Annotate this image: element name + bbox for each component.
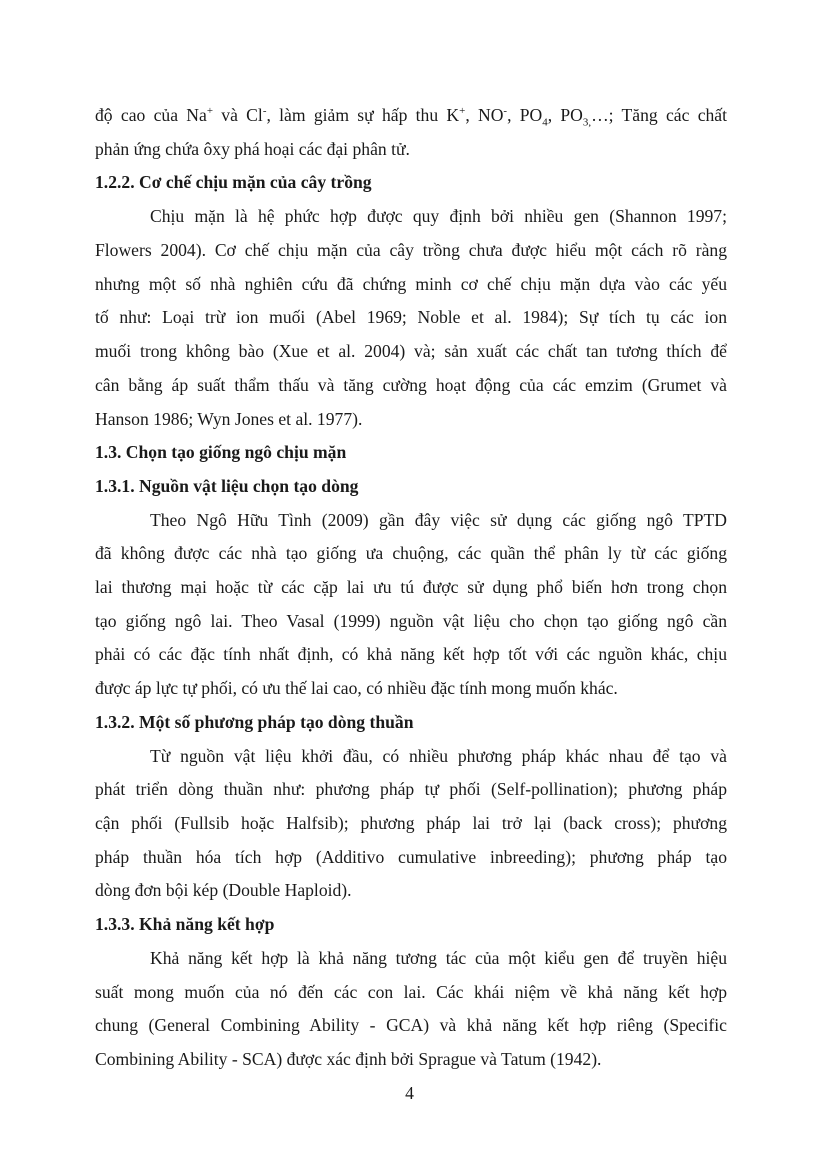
paragraph-line: pháp thuần hóa tích hợp (Additivo cumulative inbreeding); phương pháp tạo <box>95 847 727 867</box>
paragraph-line: tạo giống ngô lai. Theo Vasal (1999) nguồn vật liệu cho chọn tạo giống ngô cần <box>95 611 727 631</box>
section-heading: 1.2.2. Cơ chế chịu mặn của cây trồng <box>95 172 372 192</box>
paragraph-line: tố như: Loại trừ ion muối (Abel 1969; Noble et al. 1984); Sự tích tụ các ion <box>95 307 727 327</box>
paragraph-line: phải có các đặc tính nhất định, có khả năng kết hợp tốt với các nguồn khác, chịu <box>95 644 727 664</box>
paragraph-line: dòng đơn bội kép (Double Haploid). <box>95 880 352 900</box>
section-heading: 1.3. Chọn tạo giống ngô chịu mặn <box>95 442 347 462</box>
paragraph-line: Hanson 1986; Wyn Jones et al. 1977). <box>95 409 363 429</box>
paragraph-line: được áp lực tự phối, có ưu thế lai cao, có nhiều đặc tính mong muốn khác. <box>95 678 618 698</box>
section-heading: 1.3.3. Khả năng kết hợp <box>95 914 275 934</box>
section-heading: 1.3.2. Một số phương pháp tạo dòng thuần <box>95 712 414 732</box>
paragraph-line: suất mong muốn của nó đến các con lai. Các khái niệm về khả năng kết hợp <box>95 982 727 1002</box>
paragraph-line: Flowers 2004). Cơ chế chịu mặn của cây trồng chưa được hiểu một cách rõ ràng <box>95 240 727 260</box>
paragraph-line: chung (General Combining Ability - GCA) và khả năng kết hợp riêng (Specific <box>95 1015 727 1035</box>
paragraph-line: Khả năng kết hợp là khả năng tương tác của một kiểu gen để truyền hiệu <box>150 948 727 968</box>
paragraph-line: phản ứng chứa ôxy phá hoại các đại phân tử. <box>95 139 410 159</box>
paragraph-line: cân bằng áp suất thẩm thấu và tăng cường hoạt động của các emzim (Grumet và <box>95 375 727 395</box>
paragraph-line: độ cao của Na+ và Cl-, làm giảm sự hấp thu K+, NO-, $PO_4$, $PO_{3,}\dots$; Tăng các chất <box>95 105 727 129</box>
page-number: 4 <box>405 1083 414 1103</box>
paragraph-line: Combining Ability - SCA) được xác định bởi Sprague và Tatum (1942). <box>95 1049 602 1069</box>
paragraph-line: cận phối (Fullsib hoặc Halfsib); phương pháp lai trở lại (back cross); phương <box>95 813 727 833</box>
paragraph-line: nhưng một số nhà nghiên cứu đã chứng minh cơ chế chịu mặn dựa vào các yếu <box>95 274 727 294</box>
paragraph-line: Theo Ngô Hữu Tình (2009) gần đây việc sử dụng các giống ngô TPTD <box>150 510 727 530</box>
paragraph-line: phát triển dòng thuần như: phương pháp tự phối (Self-pollination); phương pháp <box>95 779 727 799</box>
paragraph-line: đã không được các nhà tạo giống ưa chuộng, các quần thể phân ly từ các giống <box>95 543 727 563</box>
section-heading: 1.3.1. Nguồn vật liệu chọn tạo dòng <box>95 476 359 496</box>
paragraph-line: Từ nguồn vật liệu khởi đầu, có nhiều phương pháp khác nhau để tạo và <box>150 746 727 766</box>
paragraph-line: lai thương mại hoặc từ các cặp lai ưu tú được sử dụng phổ biến hơn trong chọn <box>95 577 727 597</box>
paragraph-line: muối trong không bào (Xue et al. 2004) và; sản xuất các chất tan tương thích để <box>95 341 727 361</box>
paragraph-line: Chịu mặn là hệ phức hợp được quy định bởi nhiều gen (Shannon 1997; <box>150 206 727 226</box>
